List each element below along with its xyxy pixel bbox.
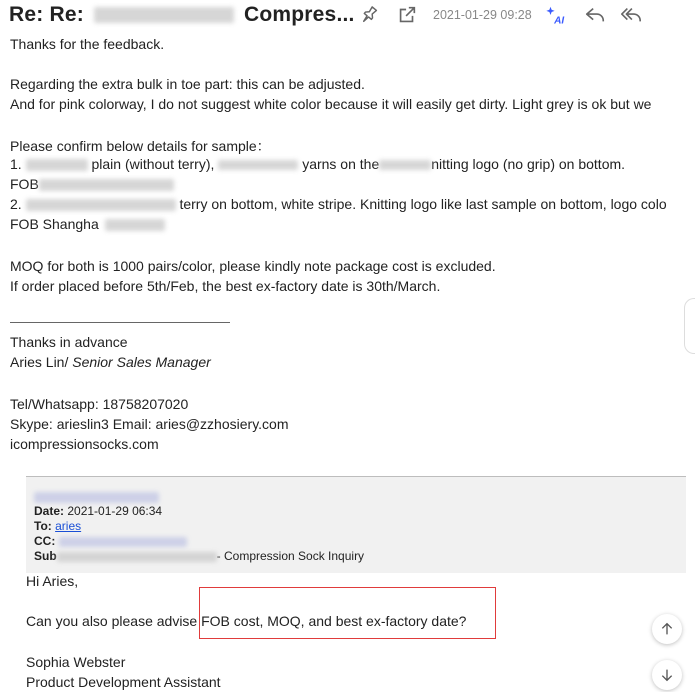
scroll-down-icon (659, 667, 675, 683)
redacted-sender (34, 492, 159, 503)
item1-number: 1. (10, 156, 26, 172)
reply-icon[interactable] (584, 4, 606, 26)
side-panel-toggle[interactable] (684, 298, 695, 354)
signature-name-text: Aries Lin/ (10, 354, 73, 370)
body-line-item2 (10, 196, 667, 212)
ai-sparkle-icon[interactable] (545, 4, 567, 26)
scroll-down-button[interactable] (652, 660, 682, 690)
body-line-thanks: Thanks for the feedback. (10, 36, 165, 52)
svg-text:AI: AI (554, 15, 565, 26)
quote-cc-label: CC: (34, 534, 56, 548)
signature-skype-email: Skype: arieslin3 Email: aries@zzhosiery.com (10, 416, 289, 432)
quote-to-label: To: (34, 519, 52, 533)
signature-thanks: Thanks in advance (10, 334, 128, 350)
fob1-label: FOB (10, 176, 39, 192)
body-line-fob1 (10, 176, 174, 192)
quote-subject-value: - Compression Sock Inquiry (216, 549, 365, 563)
item1-part: plain (without terry), (91, 156, 215, 172)
quote-to-link[interactable]: aries (55, 519, 82, 533)
subject-suffix: Compres... (244, 3, 355, 26)
redacted-subject (94, 7, 234, 23)
item1-part2: yarns on the (302, 156, 380, 172)
redacted-text (105, 219, 165, 231)
quote-date (34, 504, 162, 518)
redacted-text (39, 179, 174, 191)
fob2-label: FOB Shangha (10, 216, 99, 232)
body-line-toe: Regarding the extra bulk in toe part: this can be adjusted. (10, 76, 365, 92)
quote-to (34, 519, 81, 533)
quote-from (34, 490, 159, 504)
quote-subject (34, 549, 364, 563)
item2-number: 2. (10, 196, 22, 212)
body-line-fob2 (10, 216, 165, 232)
lower-greeting: Hi Aries, (26, 573, 79, 589)
redacted-cc (59, 537, 187, 547)
signature-phone: Tel/Whatsapp: 18758207020 (10, 396, 189, 412)
body-line-confirm: Please confirm below details for sample： (10, 138, 271, 154)
highlight-annotation (199, 587, 496, 639)
scroll-up-icon (659, 621, 675, 637)
quote-date-value: 2021-01-29 06:34 (67, 504, 163, 518)
item2-part: terry on bottom, white stripe. Knitting logo like last sample on bottom, logo colo (179, 196, 667, 212)
signature-name (10, 354, 211, 370)
scroll-up-button[interactable] (652, 614, 682, 644)
body-line-exfactory: If order placed before 5th/Feb, the best ex-factory date is 30th/March. (10, 278, 441, 294)
quote-cc (34, 534, 187, 548)
body-line-moq: MOQ for both is 1000 pairs/color, please kindly note package cost is excluded. (10, 258, 496, 274)
lower-sender-title: Product Development Assistant (26, 674, 221, 690)
subject-prefix: Re: Re: (9, 3, 84, 26)
redacted-text (218, 160, 298, 170)
signature-website: icompressionsocks.com (10, 436, 159, 452)
body-line-pink: And for pink colorway, I do not suggest white color because it will easily get dirty. Light grey is ok but we (10, 96, 652, 112)
signature-divider (10, 322, 230, 323)
lower-sender-name: Sophia Webster (26, 654, 126, 670)
item1-part3: nitting logo (no grip) on bottom. (431, 156, 626, 172)
redacted-text (379, 160, 431, 170)
redacted-subject (57, 552, 217, 562)
question-part-b: FOB cost, MOQ, and best ex-factory date? (201, 613, 467, 629)
body-line-item1 (10, 156, 625, 172)
email-subject (9, 3, 355, 27)
quote-date-label: Date: (34, 504, 65, 518)
redacted-text (26, 199, 176, 211)
email-header (0, 0, 695, 32)
email-datetime: 2021-01-29 09:28 (433, 8, 532, 22)
signature-title: Senior Sales Manager (72, 354, 211, 370)
reply-all-icon[interactable] (620, 4, 642, 26)
quote-subject-label: Sub (34, 549, 57, 563)
pin-icon[interactable] (358, 4, 380, 26)
redacted-text (26, 159, 88, 171)
question-part-a: Can you also please advise (26, 613, 202, 629)
open-external-icon[interactable] (396, 4, 418, 26)
